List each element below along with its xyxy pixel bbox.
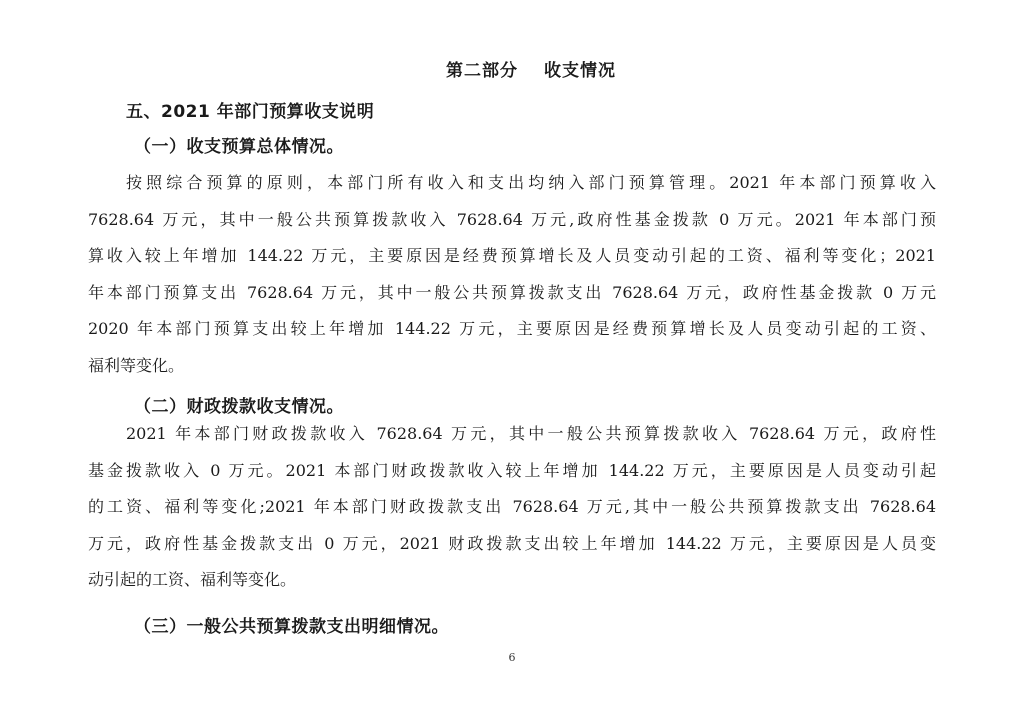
paragraph-line: 基金拨款收入 0 万元。2021 本部门财政拨款收入较上年增加 144.22 万元，主要原因是人员变动引起	[88, 460, 936, 480]
paragraph-line: 2020 年本部门预算支出较上年增加 144.22 万元，主要原因是经费预算增长及人员变动引起的工资、	[88, 319, 936, 339]
paragraph-line: 按照综合预算的原则，本部门所有收入和支出均纳入部门预算管理。2021 年本部门预算收入	[126, 173, 936, 192]
paragraph-line: 7628.64 万元，其中一般公共预算拨款收入 7628.64 万元,政府性基金拨款 0 万元。2021 年本部门预	[88, 209, 936, 229]
paragraph-fiscal-appropriation	[88, 416, 936, 599]
subsection-heading-1: （一）收支预算总体情况。	[134, 137, 344, 157]
part-title	[0, 56, 1024, 81]
subsection-heading-2: （二）财政拨款收支情况。	[134, 397, 344, 417]
paragraph-line: 万元，政府性基金拨款支出 0 万元，2021 财政拨款支出较上年增加 144.22 万元，主要原因是人员变	[88, 533, 936, 553]
paragraph-line: 动引起的工资、福利等变化。	[88, 570, 297, 590]
paragraph-line: 算收入较上年增加 144.22 万元，主要原因是经费预算增长及人员变动引起的工资、福利等变化；2021	[88, 246, 936, 266]
paragraph-line: 福利等变化。	[88, 355, 185, 375]
paragraph-line: 的工资、福利等变化;2021 年本部门财政拨款支出 7628.64 万元,其中一般公共预算拨款支出 7628.64	[88, 497, 936, 517]
page-number: 6	[508, 651, 516, 664]
part-name: 收支情况	[544, 61, 616, 81]
paragraph-budget-overview	[88, 165, 936, 385]
paragraph-line: 2021 年本部门财政拨款收入 7628.64 万元，其中一般公共预算拨款收入 7628.64 万元，政府性	[126, 424, 936, 443]
part-label: 第二部分	[446, 61, 518, 81]
section-heading: 五、2021 年部门预算收支说明	[126, 102, 375, 122]
paragraph-line: 年本部门预算支出 7628.64 万元，其中一般公共预算拨款支出 7628.64 万元，政府性基金拨款 0 万元	[88, 282, 936, 302]
subsection-heading-3: （三）一般公共预算拨款支出明细情况。	[134, 617, 449, 637]
